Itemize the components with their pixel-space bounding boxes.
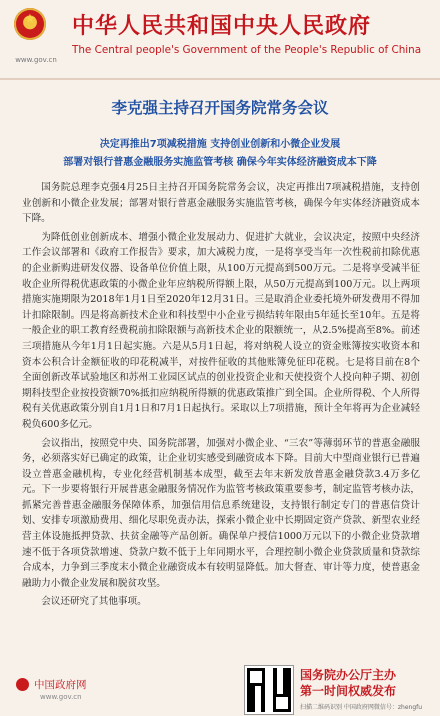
article-paragraph: 国务院总理李克强4月25日主持召开国务院常务会议，决定再推出7项减税措施，支持创业创新和小微企业发展；部署对银行普惠金融服务实施监管考核，确保今年实体经济融资成本下降。: [22, 182, 420, 225]
article-paragraph: 为降低创业创新成本、增强小微企业发展动力、促进扩大就业，会议决定，按照中央经济工作会议部署和《政府工作报告》要求，加大减税力度，一是将享受当年一次性税前扣除优惠的企业新购进研发仪器、设备单位价值上限，从100万元提高到500万元。二是将享受减半征收企业所得税优惠政策的小微企业年应纳税所得额上限，从50万元提高到100万元。以上两项措施实施期限为2018年1月1日至2020年12月31日。三是取消企业委托境外研发费用不得加计扣除限制。四是将高新技术企业和科技型中小企业亏损结转年限由5年延长至10年。五是将一般企业的职工教育经费税前扣除限额与高新技术企业的限额统一，从2.5%提高至8%。前述三项措施从今年1月1日起实施。六是从5月1日起，将对纳税人设立的资金账簿按实收资本和资本公积合计金额征收的印花税减半，对按件征收的其他账簿免征印花税。七是将目前在8个全面创新改革试验地区和苏州工业园区试点的创业投资企业和天使投资个人投向种子期、初创期科技型企业按投资额70%抵扣应纳税所得额的优惠政策推广到全国。企业所得税、个人所得税有关优惠政策分别自1月1日和7月1日起执行。采取以上7项措施，预计全年将再为企业减轻税负600多亿元。: [22, 231, 420, 430]
footer-site-url[interactable]: www.gov.cn: [40, 693, 82, 701]
article-subtitle-2: 部署对银行普惠金融服务实施监管考核 确保今年实体经济融资成本下降: [63, 157, 377, 168]
star-icon: ★: [24, 12, 36, 27]
article-paragraph: 会议还研究了其他事项。: [41, 596, 147, 608]
footer-site-name[interactable]: 中国政府网: [34, 679, 87, 691]
site-footer: [0, 660, 440, 716]
site-title-chinese: 中华人民共和国中央人民政府: [72, 14, 372, 39]
footer-scan-hint: 扫描二维码识别 中国政府网微信号：zhengfu: [300, 704, 423, 711]
header-divider: [0, 78, 440, 80]
site-header: [0, 0, 440, 76]
header-site-url[interactable]: www.gov.cn: [15, 56, 57, 64]
national-emblem-icon: [14, 8, 46, 40]
article-paragraph: 会议指出，按照党中央、国务院部署，加强对小微企业、“三农”等薄弱环节的普惠金融服务，必须落实好已确定的政策，让企业切实感受到融资成本下降。目前大中型商业银行已普遍设立普惠金融机构，专业化经营机制基本成型，截至去年末新发放普惠金融贷款3.4万多亿元。下一步要将银行开展普惠金融服务情况作为监管考核政策重要参考，制定监管考核办法，抓紧完善普惠金融服务保障体系，加强信用信息系统建设，支持银行制定专门的普惠信贷计划、安排专项激励费用、细化尽职免责办法，探索小微企业中长期固定资产贷款、新型农业经营主体设施抵押贷款、扶贫金融等产品创新。确保单户授信1000万元以下的小微企业贷款增速不低于各项贷款增速、贷款户数不低于上年同期水平，合理控制小微企业贷款质量和贷款综合成本，力争到三季度末小微企业融资成本有较明显降低。加大督查、审计等力度，使普惠金融助力小微企业发展和脱贫攻坚。: [22, 437, 420, 589]
article-subtitle-1: 决定再推出7项减税措施 支持创业创新和小微企业发展: [99, 139, 341, 150]
footer-slogan-sponsor: 国务院办公厅主办: [300, 668, 397, 682]
article-title: 李克强主持召开国务院常务会议: [111, 99, 329, 117]
qr-code-icon[interactable]: [245, 666, 293, 714]
footer-slogan-release: 第一时间权威发布: [300, 684, 397, 698]
site-title-english: The Central people's Government of the People's Republic of China: [72, 44, 422, 56]
gov-logo-icon: [16, 678, 29, 691]
article-body: [22, 180, 420, 655]
